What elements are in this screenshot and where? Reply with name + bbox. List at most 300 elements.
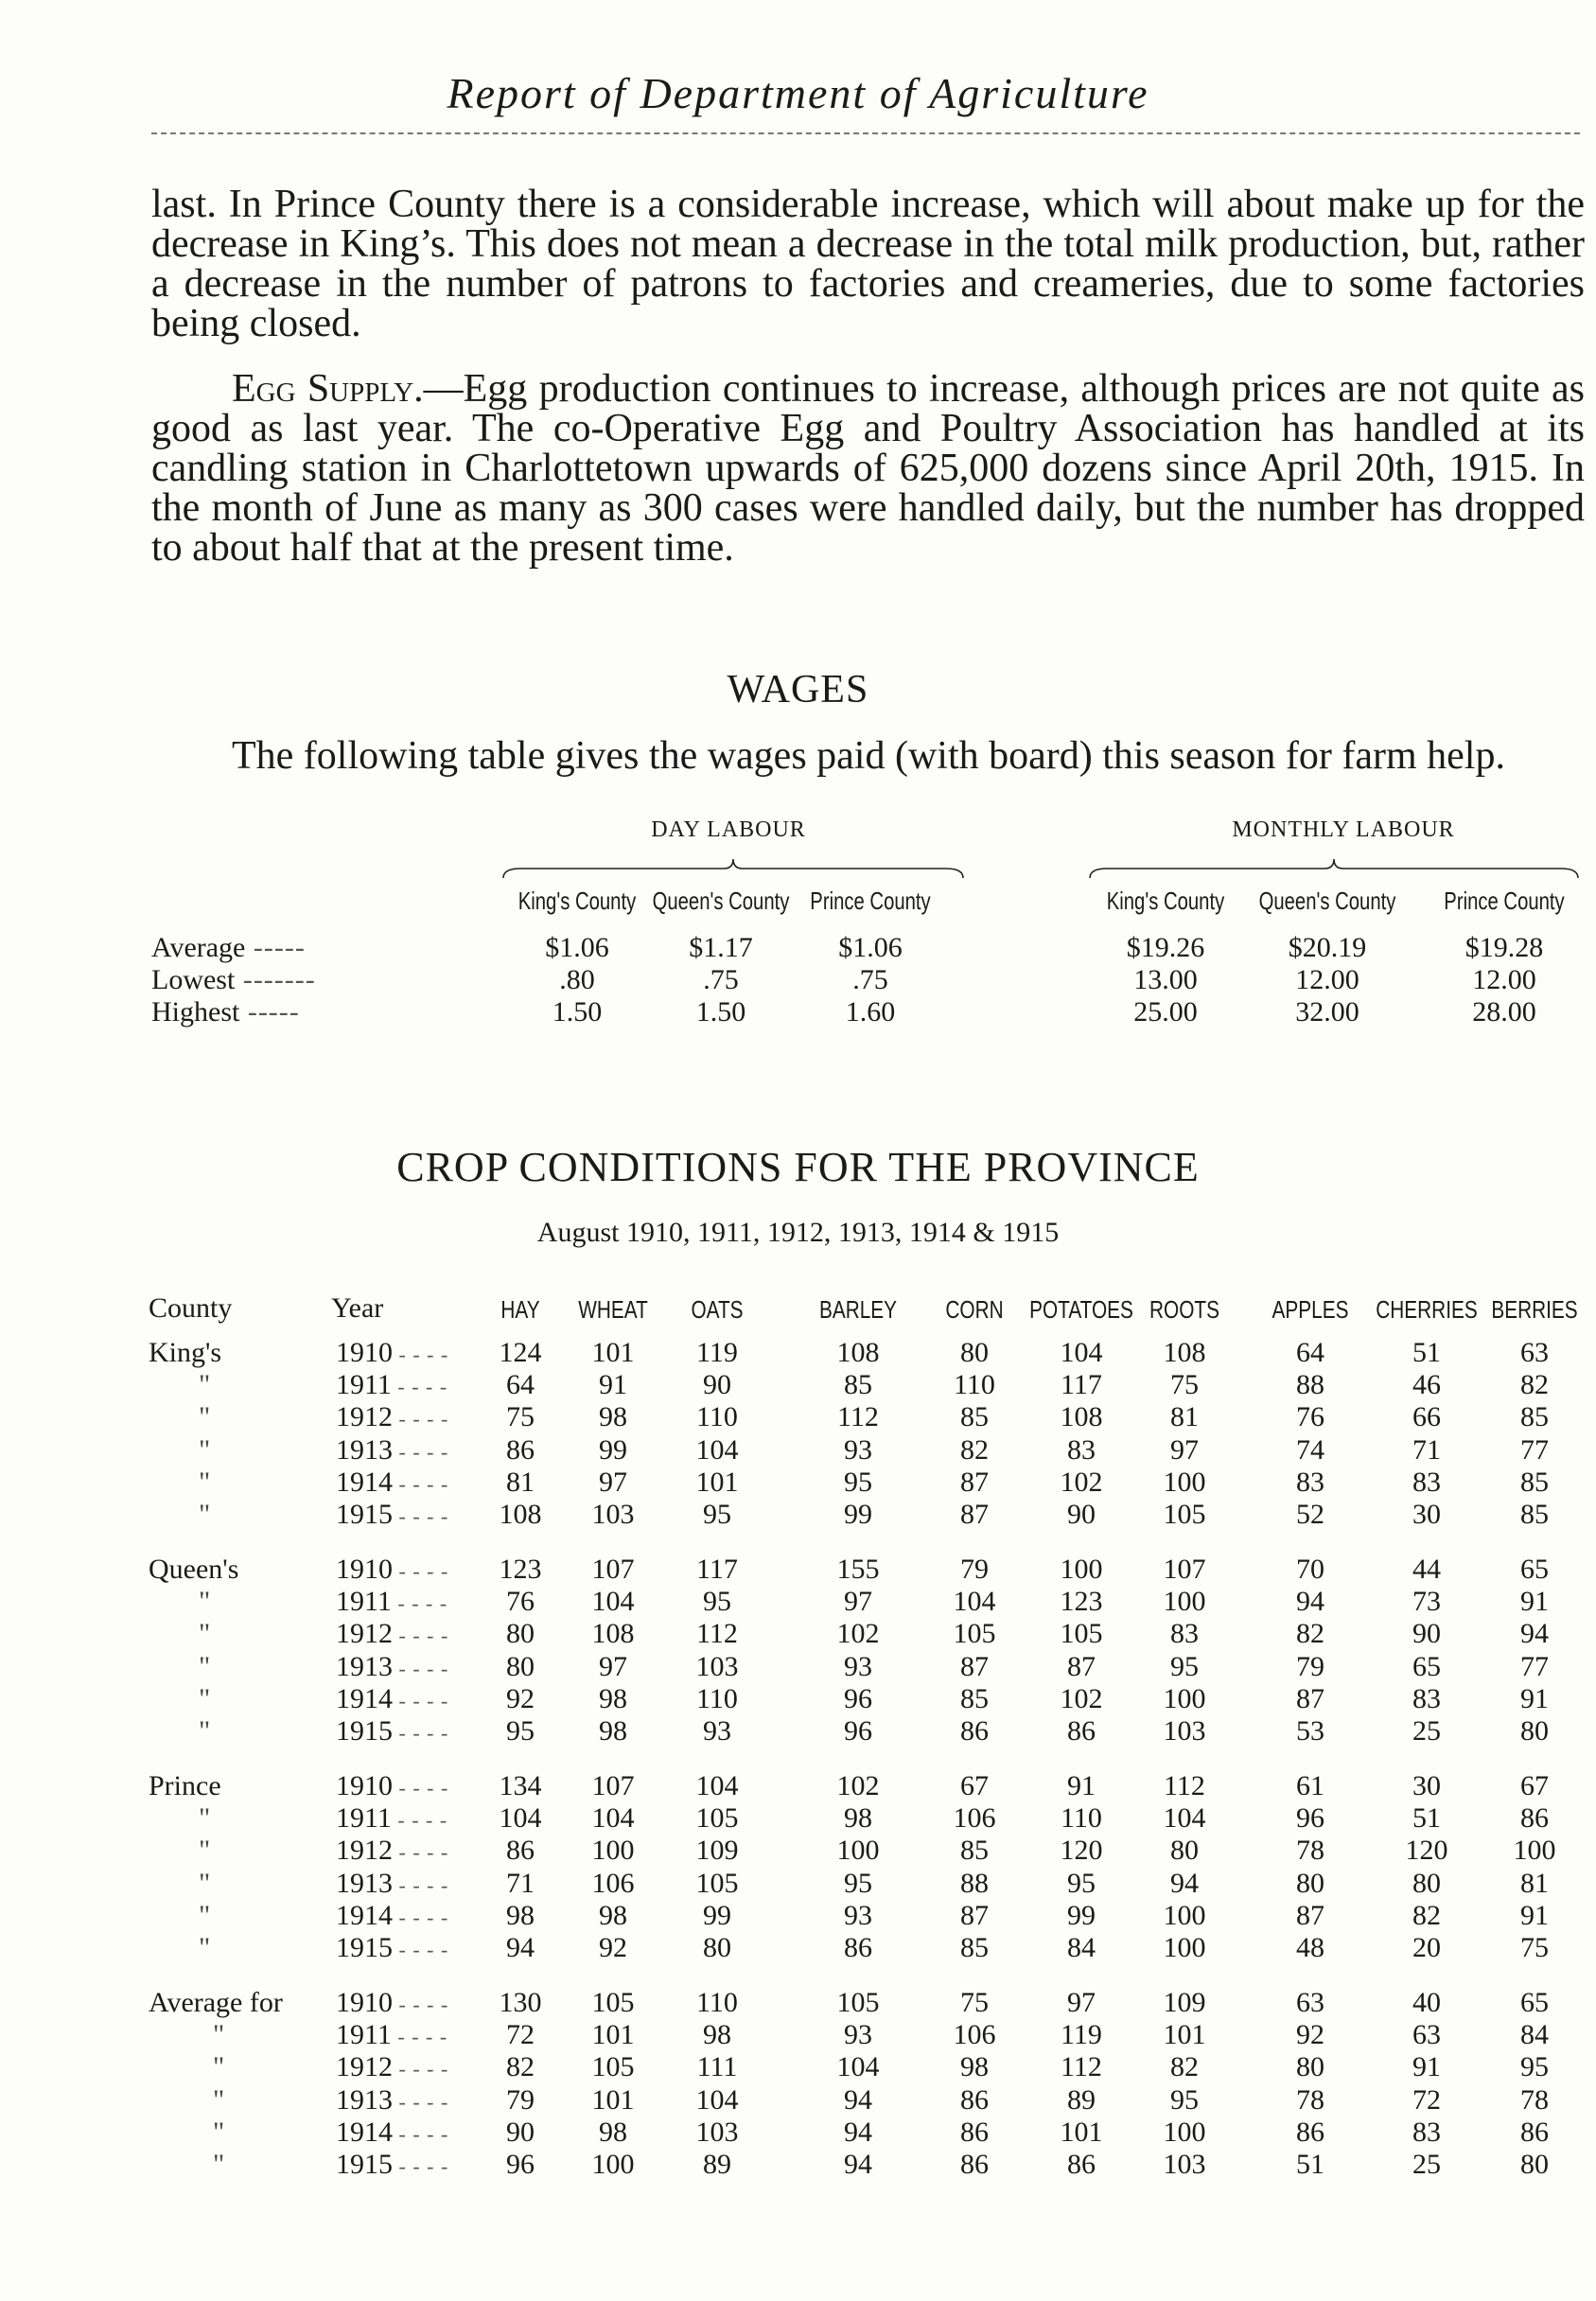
crop-value: 91 <box>1412 2051 1441 2083</box>
wages-title: WAGES <box>727 668 869 711</box>
ditto-mark: " <box>199 1618 211 1650</box>
crop-value: 80 <box>1170 1835 1199 1867</box>
crop-value: 117 <box>696 1554 738 1585</box>
crop-value: 65 <box>1412 1650 1441 1682</box>
wage-value: $19.28 <box>1464 932 1544 963</box>
leader-dots: ------- <box>235 964 316 995</box>
crop-value: 99 <box>599 1433 627 1466</box>
crop-value: 100 <box>591 1835 635 1867</box>
crop-value: 100 <box>1163 2116 1206 2148</box>
county-label: Average for <box>149 1987 283 2018</box>
crop-value: 112 <box>837 1401 879 1433</box>
crop-value: 67 <box>1520 1770 1549 1801</box>
crop-value: 80 <box>506 1650 535 1682</box>
crop-value: 85 <box>960 1932 989 1963</box>
crop-value: 77 <box>1520 1650 1549 1682</box>
ditto-mark: " <box>199 1682 211 1714</box>
crop-value: 102 <box>836 1618 880 1650</box>
crop-column-header: WHEAT <box>578 1295 648 1324</box>
ditto-mark: " <box>199 1369 211 1401</box>
crop-value: 100 <box>1513 1835 1556 1867</box>
crop-value: 99 <box>844 1499 872 1530</box>
leader-dots: - - - - <box>393 1407 449 1432</box>
crop-value: 86 <box>1067 2149 1096 2180</box>
year-column-header: Year <box>331 1292 384 1324</box>
crop-column-header: POTATOES <box>1029 1295 1133 1324</box>
crop-value: 123 <box>1060 1586 1103 1618</box>
year-value: 1915 <box>336 1715 393 1747</box>
crop-value: 105 <box>591 1987 635 2018</box>
monthly-labour-heading: MONTHLY LABOUR <box>1232 817 1455 842</box>
crop-value: 91 <box>1520 1899 1549 1931</box>
crop-value: 108 <box>1163 1337 1206 1368</box>
crop-value: 105 <box>695 1802 739 1835</box>
crop-value: 86 <box>844 1932 872 1963</box>
crop-value: 105 <box>591 2051 635 2083</box>
crop-value: 91 <box>1067 1770 1096 1801</box>
year-value: 1911 <box>336 1369 392 1401</box>
crop-value: 30 <box>1412 1770 1441 1801</box>
year-label <box>336 1900 448 1932</box>
crop-value: 53 <box>1296 1715 1324 1747</box>
crop-value: 87 <box>960 1499 989 1530</box>
crop-value: 64 <box>1296 1337 1324 1368</box>
leader-dots: - - - - <box>393 1624 449 1648</box>
crop-value: 93 <box>703 1715 731 1747</box>
crop-column-header: BARLEY <box>818 1295 898 1324</box>
crop-value: 96 <box>506 2149 535 2180</box>
crop-value: 103 <box>1163 1715 1206 1747</box>
year-label <box>336 2019 447 2051</box>
crop-value: 155 <box>836 1554 880 1585</box>
year-label <box>336 1618 448 1650</box>
crop-value: 96 <box>844 1715 872 1747</box>
crop-value: 61 <box>1296 1770 1324 1801</box>
crop-value: 85 <box>960 1682 989 1714</box>
crop-value: 91 <box>1520 1682 1549 1714</box>
crop-value: 80 <box>703 1932 731 1963</box>
monthly-labour-brace <box>1088 857 1580 880</box>
year-label <box>336 1401 448 1433</box>
year-value: 1911 <box>336 1802 392 1835</box>
wage-row-label <box>151 964 316 996</box>
crop-value: 105 <box>1060 1618 1103 1650</box>
county-label: Queen's <box>149 1554 239 1585</box>
crop-value: 87 <box>960 1899 989 1931</box>
crop-value: 78 <box>1296 2083 1324 2116</box>
ditto-mark: " <box>199 1586 211 1618</box>
crop-value: 86 <box>960 2083 989 2116</box>
year-value: 1910 <box>336 1337 393 1368</box>
year-value: 1910 <box>336 1770 393 1801</box>
year-label <box>336 1467 448 1499</box>
crop-value: 108 <box>836 1337 880 1368</box>
year-value: 1912 <box>336 1618 393 1650</box>
wage-value: 12.00 <box>1295 964 1359 995</box>
crop-value: 93 <box>844 1650 872 1682</box>
crop-value: 87 <box>1296 1682 1324 1714</box>
leader-dots: - - - - <box>393 1721 449 1745</box>
crop-value: 65 <box>1520 1987 1549 2018</box>
crop-value: 110 <box>954 1369 995 1401</box>
leader-dots: - - - - <box>393 1471 449 1496</box>
year-value: 1915 <box>336 1932 393 1963</box>
crop-value: 104 <box>695 2083 739 2116</box>
year-label <box>336 1868 448 1900</box>
wage-column-header: Prince County <box>1444 887 1565 915</box>
crop-value: 96 <box>844 1682 872 1714</box>
crop-value: 105 <box>953 1618 996 1650</box>
crop-value: 86 <box>960 1715 989 1747</box>
crop-value: 102 <box>1060 1682 1103 1714</box>
crop-value: 80 <box>1296 2051 1324 2083</box>
crop-value: 130 <box>499 1987 542 2018</box>
crop-value: 79 <box>960 1554 989 1585</box>
crop-value: 76 <box>506 1586 535 1618</box>
wage-value: $1.06 <box>545 932 609 963</box>
leader-dots: - - - - <box>393 1688 449 1713</box>
year-label <box>336 1651 448 1683</box>
crop-value: 74 <box>1296 1433 1324 1466</box>
running-header: Report of Department of Agriculture <box>447 69 1149 117</box>
year-value: 1913 <box>336 1433 393 1466</box>
year-value: 1913 <box>336 1650 393 1682</box>
crop-value: 48 <box>1296 1932 1324 1963</box>
year-value: 1913 <box>336 2083 393 2116</box>
wage-column-header: Queen's County <box>1258 887 1396 915</box>
crop-value: 25 <box>1412 1715 1441 1747</box>
crop-value: 90 <box>506 2116 535 2148</box>
crop-value: 66 <box>1412 1401 1441 1433</box>
crop-value: 100 <box>1163 1466 1206 1498</box>
crop-value: 88 <box>960 1867 989 1899</box>
crop-value: 111 <box>696 2051 738 2083</box>
crop-value: 84 <box>1067 1932 1096 1963</box>
crop-column-header: CORN <box>945 1295 1004 1324</box>
crop-value: 98 <box>599 1401 627 1433</box>
crop-value: 104 <box>1060 1337 1103 1368</box>
year-label <box>336 2051 448 2083</box>
leader-dots: - - - - <box>393 1938 449 1961</box>
wage-value: 13.00 <box>1133 964 1198 995</box>
year-value: 1914 <box>336 1466 393 1498</box>
leader-dots: - - - - <box>393 1905 449 1929</box>
leader-dots: - - - - <box>393 1776 449 1800</box>
crop-value: 80 <box>960 1337 989 1368</box>
crop-value: 89 <box>703 2149 731 2180</box>
ditto-mark: " <box>213 2019 225 2051</box>
crop-value: 51 <box>1412 1337 1441 1368</box>
leader-dots: - - - - <box>393 1872 449 1897</box>
crop-value: 123 <box>499 1554 542 1585</box>
crop-value: 72 <box>1412 2083 1441 2116</box>
crop-value: 94 <box>844 2083 872 2116</box>
crop-value: 95 <box>1067 1867 1096 1899</box>
crop-value: 73 <box>1412 1586 1441 1618</box>
crop-value: 100 <box>1060 1554 1103 1585</box>
crop-value: 87 <box>960 1650 989 1682</box>
year-label <box>336 1770 448 1802</box>
crop-value: 120 <box>1060 1835 1103 1867</box>
crop-value: 112 <box>1164 1770 1205 1801</box>
crop-value: 110 <box>696 1401 738 1433</box>
leader-dots: - - - - <box>393 2121 449 2146</box>
year-value: 1911 <box>336 1586 392 1618</box>
year-label <box>336 1337 448 1369</box>
crop-value: 101 <box>1060 2116 1103 2148</box>
crop-value: 81 <box>506 1466 535 1498</box>
crop-value: 106 <box>953 1802 996 1835</box>
crop-value: 101 <box>591 2019 635 2051</box>
year-label <box>336 2084 448 2117</box>
year-value: 1912 <box>336 1401 393 1433</box>
crop-value: 94 <box>844 2149 872 2180</box>
leader-dots: - - - - <box>391 1375 448 1399</box>
leader-dots: - - - - <box>393 1439 449 1464</box>
day-labour-brace <box>501 857 965 880</box>
crop-value: 98 <box>506 1899 535 1931</box>
crop-value: 83 <box>1412 1682 1441 1714</box>
crop-column-header: OATS <box>691 1295 744 1324</box>
crop-value: 104 <box>953 1586 996 1618</box>
year-label <box>336 1369 447 1401</box>
crop-value: 86 <box>1296 2116 1324 2148</box>
wage-value: $1.17 <box>689 932 753 963</box>
crop-value: 82 <box>506 2051 535 2083</box>
crop-value: 99 <box>703 1899 731 1931</box>
crop-value: 104 <box>695 1433 739 1466</box>
leader-dots: - - - - <box>393 2154 449 2178</box>
crop-value: 52 <box>1296 1499 1324 1530</box>
paragraph-egg-supply <box>151 369 1585 568</box>
crop-value: 97 <box>1067 1987 1096 2018</box>
crop-value: 98 <box>599 2116 627 2148</box>
leader-dots: - - - - <box>393 1559 449 1583</box>
year-value: 1912 <box>336 1835 393 1867</box>
crop-value: 80 <box>1412 1867 1441 1899</box>
crop-value: 75 <box>1170 1369 1199 1401</box>
crop-value: 67 <box>960 1770 989 1801</box>
crop-value: 82 <box>1296 1618 1324 1650</box>
ditto-mark: " <box>213 2116 225 2148</box>
year-value: 1910 <box>336 1987 393 2018</box>
crop-column-header: HAY <box>500 1295 540 1324</box>
crop-value: 65 <box>1520 1554 1549 1585</box>
crop-value: 105 <box>836 1987 880 2018</box>
wage-value: 32.00 <box>1295 996 1359 1028</box>
crop-value: 97 <box>599 1466 627 1498</box>
crop-value: 86 <box>960 2116 989 2148</box>
crop-value: 104 <box>591 1802 635 1835</box>
crop-value: 98 <box>844 1802 872 1835</box>
crop-value: 109 <box>1163 1987 1206 2018</box>
crop-value: 82 <box>960 1433 989 1466</box>
crop-value: 80 <box>1296 1867 1324 1899</box>
crop-value: 83 <box>1412 1466 1441 1498</box>
crop-value: 110 <box>696 1682 738 1714</box>
crop-value: 64 <box>506 1369 535 1401</box>
crop-value: 100 <box>1163 1682 1206 1714</box>
leader-dots: - - - - <box>393 1656 449 1680</box>
crop-value: 70 <box>1296 1554 1324 1585</box>
crop-value: 107 <box>591 1770 635 1801</box>
crop-value: 104 <box>695 1770 739 1801</box>
ditto-mark: " <box>213 2083 225 2116</box>
crop-value: 78 <box>1520 2083 1549 2116</box>
year-value: 1910 <box>336 1554 393 1585</box>
crop-value: 92 <box>599 1932 627 1963</box>
year-label <box>336 1932 448 1964</box>
crop-value: 108 <box>499 1499 542 1530</box>
crop-value: 104 <box>499 1802 542 1835</box>
crop-value: 112 <box>1061 2051 1102 2083</box>
wage-row-label <box>151 996 300 1028</box>
year-label <box>336 1802 447 1835</box>
wages-intro: The following table gives the wages paid (with board) this season for farm help. <box>232 734 1505 778</box>
crop-value: 92 <box>506 1682 535 1714</box>
year-value: 1913 <box>336 1867 393 1899</box>
leader-dots: - - - - <box>393 1840 449 1865</box>
crop-value: 75 <box>1520 1932 1549 1963</box>
ditto-mark: " <box>199 1899 211 1931</box>
crop-value: 79 <box>1296 1650 1324 1682</box>
wage-value: $19.26 <box>1126 932 1205 963</box>
leader-dots: - - - - <box>391 1591 448 1616</box>
crop-value: 119 <box>696 1337 738 1368</box>
year-label <box>336 1499 448 1531</box>
crop-value: 51 <box>1296 2149 1324 2180</box>
crop-value: 71 <box>1412 1433 1441 1466</box>
crop-value: 63 <box>1520 1337 1549 1368</box>
crop-value: 82 <box>1412 1899 1441 1931</box>
crop-value: 76 <box>1296 1401 1324 1433</box>
wage-value: .80 <box>559 964 595 995</box>
day-labour-heading: DAY LABOUR <box>651 817 806 842</box>
crop-value: 20 <box>1412 1932 1441 1963</box>
crop-value: 96 <box>1296 1802 1324 1835</box>
crop-value: 120 <box>1405 1835 1448 1867</box>
crop-value: 83 <box>1170 1618 1199 1650</box>
crop-value: 97 <box>844 1586 872 1618</box>
crop-value: 100 <box>1163 1586 1206 1618</box>
crop-value: 112 <box>696 1618 738 1650</box>
crop-value: 103 <box>695 2116 739 2148</box>
crop-value: 104 <box>591 1586 635 1618</box>
crop-value: 95 <box>1170 2083 1199 2116</box>
wage-value: 1.50 <box>695 996 746 1028</box>
crop-value: 80 <box>1520 2149 1549 2180</box>
year-label <box>336 1987 448 2019</box>
wage-row-label-text: Lowest <box>151 964 236 995</box>
wage-value: 28.00 <box>1472 996 1536 1028</box>
crop-value: 94 <box>844 2116 872 2148</box>
wage-value: $20.19 <box>1288 932 1367 963</box>
crop-value: 85 <box>1520 1401 1549 1433</box>
crop-value: 93 <box>844 1433 872 1466</box>
crop-value: 79 <box>506 2083 535 2116</box>
header-rule <box>151 132 1580 134</box>
crop-value: 90 <box>703 1369 731 1401</box>
crop-value: 110 <box>696 1987 738 2018</box>
crop-value: 63 <box>1296 1987 1324 2018</box>
crop-value: 98 <box>960 2051 989 2083</box>
wage-column-header: King's County <box>517 887 637 915</box>
ditto-mark: " <box>199 1433 211 1466</box>
leader-dots: - - - - <box>393 1993 449 2016</box>
wage-row-label-text: Highest <box>151 996 240 1028</box>
crop-value: 105 <box>1163 1499 1206 1530</box>
crop-value: 84 <box>1520 2019 1549 2051</box>
wage-value: 1.60 <box>845 996 896 1028</box>
crop-value: 95 <box>703 1499 731 1530</box>
crop-value: 87 <box>960 1466 989 1498</box>
crop-value: 97 <box>1170 1433 1199 1466</box>
crop-column-header: CHERRIES <box>1376 1295 1478 1324</box>
crop-value: 85 <box>1520 1466 1549 1498</box>
wage-row-label-text: Average <box>151 932 246 963</box>
crop-value: 98 <box>599 1682 627 1714</box>
ditto-mark: " <box>199 1650 211 1682</box>
crop-value: 108 <box>591 1618 635 1650</box>
crop-value: 87 <box>1067 1650 1096 1682</box>
crop-value: 94 <box>1296 1586 1324 1618</box>
crop-value: 100 <box>836 1835 880 1867</box>
crop-value: 85 <box>960 1401 989 1433</box>
year-label <box>336 1835 448 1867</box>
crop-value: 99 <box>1067 1899 1096 1931</box>
crop-value: 90 <box>1067 1499 1096 1530</box>
crop-value: 117 <box>1061 1369 1102 1401</box>
leader-dots: - - - - <box>393 1343 449 1366</box>
crop-value: 85 <box>844 1369 872 1401</box>
crop-value: 77 <box>1520 1433 1549 1466</box>
crop-value: 86 <box>506 1433 535 1466</box>
wage-row-label <box>151 932 306 964</box>
crop-value: 78 <box>1296 1835 1324 1867</box>
ditto-mark: " <box>213 2051 225 2083</box>
crop-column-header: BERRIES <box>1491 1295 1578 1324</box>
crop-value: 91 <box>1520 1586 1549 1618</box>
crop-value: 105 <box>695 1867 739 1899</box>
crop-value: 51 <box>1412 1802 1441 1835</box>
crop-value: 108 <box>1060 1401 1103 1433</box>
crop-value: 86 <box>1067 1715 1096 1747</box>
crop-column-header: ROOTS <box>1149 1295 1219 1324</box>
crop-value: 86 <box>1520 1802 1549 1835</box>
crop-value: 95 <box>703 1586 731 1618</box>
crop-subtitle: August 1910, 1911, 1912, 1913, 1914 & 1915 <box>536 1217 1060 1248</box>
crop-value: 98 <box>599 1899 627 1931</box>
ditto-mark: " <box>199 1802 211 1835</box>
crop-value: 85 <box>960 1835 989 1867</box>
crop-value: 88 <box>1296 1369 1324 1401</box>
crop-value: 95 <box>844 1466 872 1498</box>
crop-value: 101 <box>1163 2019 1206 2051</box>
wage-value: 12.00 <box>1472 964 1536 995</box>
wage-column-header: King's County <box>1106 887 1225 915</box>
crop-value: 101 <box>591 1337 635 1368</box>
crop-value: 92 <box>1296 2019 1324 2051</box>
crop-title: CROP CONDITIONS FOR THE PROVINCE <box>396 1144 1200 1190</box>
crop-value: 124 <box>499 1337 542 1368</box>
paragraph-milk: last. In Prince County there is a considerable increase, which will about make up for the decrease in King’s. This does not mean a decrease in the total milk production, but, rather a decrease in the number of patrons to factories and creameries, due to some factories being closed. <box>151 183 1585 345</box>
crop-value: 106 <box>953 2019 996 2051</box>
crop-value: 25 <box>1412 2149 1441 2180</box>
crop-value: 83 <box>1067 1433 1096 1466</box>
crop-value: 80 <box>506 1618 535 1650</box>
egg-supply-text: —Egg production continues to increase, although prices are not quite as good as last year. The co-Operative Egg and Poultry Association has handled at its candling station in Charlottetown upwards of 625,000 dozens since April 20th, 1915. In the month of June as many as 300 cases were handled daily, but the number has dropped to about half that at the present time. <box>151 367 1585 570</box>
wage-value: 1.50 <box>552 996 603 1028</box>
